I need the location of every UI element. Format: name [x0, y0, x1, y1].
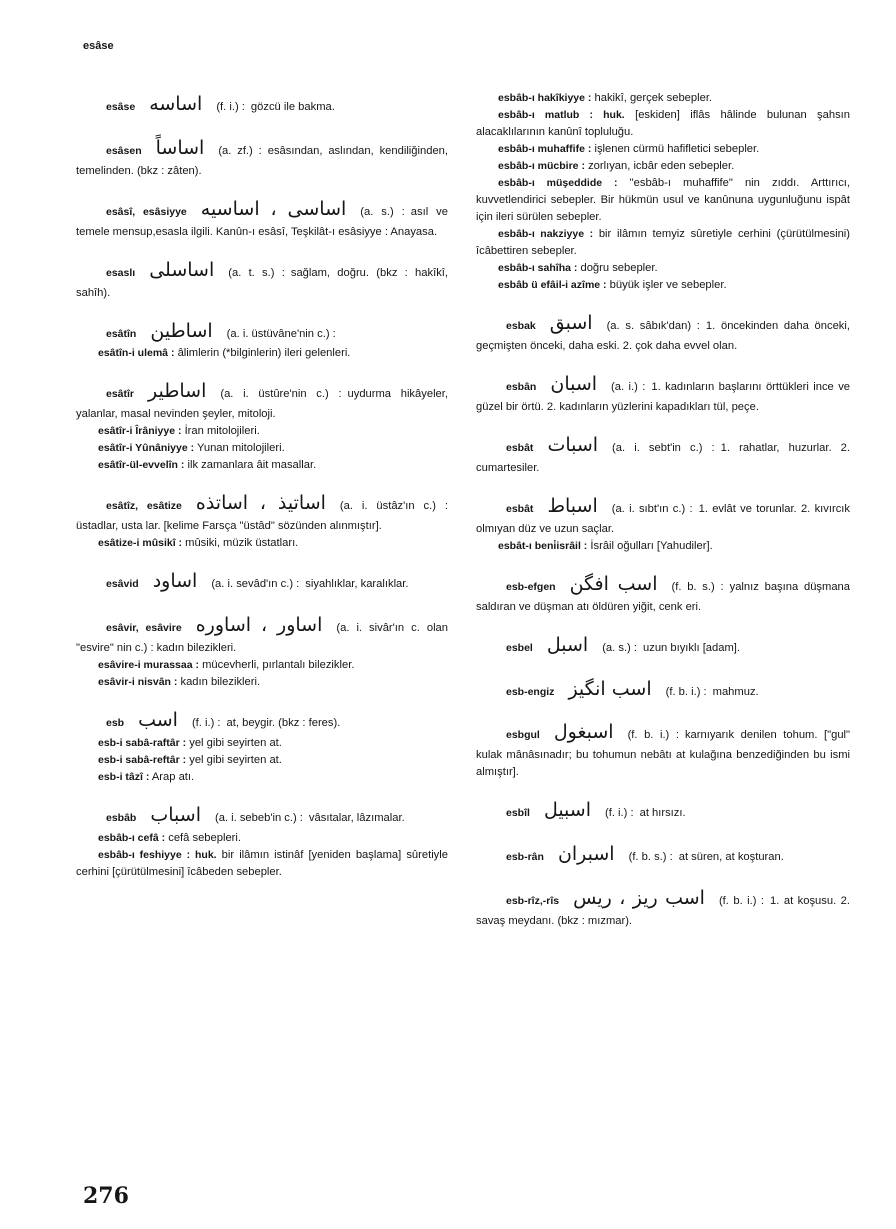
entry-arabic-script: اساسه: [149, 93, 203, 115]
sub-entry: [76, 457, 448, 474]
entry-definition: (a. i. üstâz'ın c.) : üstadlar, usta lar. [kelime Farsça "üstâd" sözünden alınmıştır].: [76, 500, 448, 533]
entry-headword: esâvid: [106, 578, 139, 591]
entry-headword: esbâb: [106, 812, 137, 824]
entry-definition: (a. i. sivâr'ın c. olan "esvire" nin c.) : kadın bilezikleri.: [76, 622, 448, 655]
entry-definition: asıl ve temele mensup,esasla ilgili. Kanûn-ı esâsî, Teşkilât-ı esâsiyye : Anayasa.: [76, 205, 448, 238]
sub-entry: [76, 657, 448, 674]
entry-definition: İran mitolojileri.: [184, 425, 260, 438]
dictionary-entry: [476, 431, 850, 477]
entry-grammar: (a. t. s.) :: [228, 266, 285, 279]
entry-grammar: (f. b. s.) :: [671, 580, 724, 593]
entry-definition: [eskiden] iflâs hâlinde bulunan şahsın alacaklılarının kanûnî topluluğu.: [476, 109, 851, 139]
entry-definition: mûsiki, müzik üstatları.: [185, 537, 299, 550]
entry-arabic-script: اسبان: [550, 373, 598, 396]
entry-definition: at hırsızı.: [639, 807, 686, 820]
entry-headword: esbât-ı beni̇isrâil :: [498, 539, 588, 552]
entry-headword: esâtîr-i Yûnâniyye :: [98, 442, 195, 455]
entry-headword: esbâb-ı sahîha :: [498, 262, 578, 275]
entry-arabic-script: اساساً: [155, 136, 205, 159]
entry-grammar: (f. i.) :: [216, 101, 245, 113]
entry-definition: ilk zamanlara âit masallar.: [187, 459, 317, 472]
entry-headword: esb-i sabâ-raftâr :: [98, 736, 187, 749]
dictionary-entry: [476, 840, 850, 869]
sub-entry: [76, 535, 448, 552]
sub-entry: [76, 752, 448, 769]
entry-headword: esâse: [106, 101, 136, 113]
dictionary-entry: [76, 317, 448, 346]
dictionary-entry: [76, 706, 448, 735]
entry-headword: esbâb-ı feshiyye : huk.: [98, 848, 217, 861]
entry-grammar: (f. i.) :: [605, 807, 634, 820]
entry-arabic-script: اسب: [138, 709, 178, 732]
entry-headword: esâtîn-i ulemâ :: [98, 347, 175, 360]
entry-definition: Arap atı.: [151, 770, 195, 783]
entry-grammar: (a. i. sebt'in c.) :: [612, 441, 715, 454]
entry-headword: esâtîr-ül-evvelîn :: [98, 459, 185, 472]
entry-definition: sağlam, doğru. (bkz : hakîkî, sahîh).: [76, 266, 449, 299]
entry-headword: esbel: [506, 641, 533, 654]
entry-headword: esbgul: [506, 729, 540, 742]
entry-definition: doğru sebepler.: [580, 262, 658, 275]
entry-definition: 1. kadınların başlarını örttükleri ince ve güzel bir örtü. 2. kadınların yüzlerini kapadıkları tül, peçe.: [476, 381, 851, 413]
left-column: [76, 90, 448, 881]
entry-definition: yel gibi seyirten at.: [189, 736, 282, 749]
entry-grammar: (a. i. sevâd'ın c.) :: [211, 578, 300, 591]
dictionary-entry: [476, 675, 850, 704]
entry-arabic-script: اسبران: [557, 843, 615, 866]
entry-headword: esb-rân: [506, 851, 544, 864]
entry-headword: esâsî, esâsiyye: [106, 205, 187, 218]
dictionary-entry: [476, 631, 850, 660]
entry-grammar: (a. s.) :: [360, 205, 405, 218]
entry-grammar: (a. zf.) :: [218, 144, 262, 157]
entry-grammar: (f. b. i.) :: [718, 895, 765, 908]
dictionary-entry: [476, 492, 850, 538]
sub-entry: [476, 175, 850, 226]
sub-entry: [476, 141, 850, 158]
entry-headword: esbât: [506, 441, 534, 454]
entry-definition: işlenen cürmü hafifletici sebepler.: [594, 143, 760, 156]
entry-arabic-script: اسبيل: [543, 799, 591, 822]
entry-grammar: (a. s.) :: [602, 641, 637, 654]
dictionary-entry: [476, 884, 850, 930]
entry-headword: esâvire-i murassaa :: [98, 659, 199, 672]
entry-headword: esâtîr: [106, 388, 135, 401]
sub-entry: [476, 107, 850, 141]
entry-headword: esaslı: [106, 266, 136, 279]
entry-headword: esb-efgen: [506, 580, 556, 593]
entry-definition: yalnız başına düşmana saldıran ve düşman atı öldüren yiğit, cenk eri.: [476, 580, 850, 613]
entry-headword: esbân: [506, 381, 537, 394]
entry-definition: at, beygir. (bkz : feres).: [226, 717, 341, 730]
entry-grammar: (f. i.) :: [191, 717, 221, 730]
sub-entry: [76, 769, 448, 786]
entry-arabic-script: اسباط: [547, 494, 598, 517]
entry-grammar: (a. i. üstûre'nin c.) :: [220, 388, 342, 401]
entry-grammar: (f. b. s.) :: [628, 851, 673, 864]
dictionary-entry: [476, 370, 850, 416]
dictionary-entry: [76, 195, 448, 241]
entry-definition: Yunan mitolojileri.: [197, 442, 285, 455]
entry-grammar: (f. b. i.) :: [627, 729, 679, 742]
sub-entry: [76, 847, 448, 881]
dictionary-entry: [476, 570, 850, 616]
entry-arabic-script: اساود: [152, 570, 198, 593]
entry-arabic-script: اسب انگيز: [568, 677, 652, 700]
entry-definition: 1. at koşusu. 2. savaş meydanı. (bkz : mızmar).: [476, 895, 850, 927]
entry-headword: esb-i tâzî :: [98, 770, 150, 783]
entry-definition: 1. öncekinden daha önceki, geçmişten önceki, daha eski. 2. çok daha evvel olan.: [476, 320, 850, 353]
entry-definition: cefâ sebepleri.: [168, 831, 241, 844]
dictionary-entry: [476, 309, 850, 355]
entry-definition: uzun bıyıklı [adam].: [643, 641, 741, 654]
entry-headword: esâsen: [106, 144, 142, 157]
sub-entry: [476, 226, 850, 260]
entry-arabic-script: اسب ريز ، ريس: [573, 887, 705, 910]
sub-entry: [76, 440, 448, 457]
entry-headword: esâtîr-i Îrâniyye :: [98, 425, 182, 438]
entry-definition: bir ilâmın istinâf [yeniden başlama] sûretiyle cerhini [çürütülmesini] îcâbeden sebepler.: [76, 848, 448, 878]
entry-definition: zorlıyan, icbâr eden sebepler.: [588, 160, 735, 173]
right-column: [476, 90, 850, 930]
entry-grammar: (a. i. sebeb'in c.) :: [214, 812, 303, 824]
dictionary-entry: [476, 718, 850, 781]
entry-arabic-script: اسبغول: [553, 721, 614, 744]
entry-arabic-script: اساور ، اساوره: [195, 614, 323, 637]
entry-definition: karnıyarık denilen tohum. ["gul" kulak mânâsınadır; bu tohumun nebâtı at kulağına benzediğinden bu ismi almıştır].: [476, 729, 851, 779]
entry-grammar: (a. s. sâbık'dan) :: [606, 320, 700, 333]
dictionary-entry: [76, 489, 448, 535]
entry-arabic-script: اساطين: [150, 319, 213, 342]
sub-entry: [76, 345, 448, 362]
entry-headword: esbâb-ı nakziyye :: [498, 228, 594, 241]
entry-definition: 1. evlât ve torunlar. 2. kıvırcık olmıyan düz ve uzun saçlar.: [476, 502, 851, 535]
entry-headword: esbîl: [506, 807, 530, 820]
dictionary-entry: [76, 567, 448, 596]
sub-entry: [476, 277, 850, 294]
entry-headword: esâvir-i nisvân :: [98, 676, 178, 689]
entry-definition: âlimlerin (*bilginlerin) ileri gelenleri.: [177, 347, 351, 360]
entry-definition: kadın bilezikleri.: [180, 676, 261, 689]
entry-arabic-script: اساتيذ ، اساتذه: [195, 492, 326, 515]
entry-definition: siyahlıklar, karalıklar.: [305, 578, 409, 591]
entry-headword: esb-i sabâ-reftâr :: [98, 753, 187, 766]
entry-definition: gözcü ile bakma.: [250, 101, 335, 113]
entry-definition: büyük işler ve sebepler.: [609, 279, 727, 292]
entry-headword: esbât: [506, 502, 534, 515]
sub-entry: [76, 423, 448, 440]
entry-headword: esbâb ü efâil-i azîme :: [498, 279, 607, 292]
entry-arabic-script: اسبق: [549, 312, 593, 335]
entry-grammar: (f. b. i.) :: [665, 685, 707, 698]
sub-entry: [476, 260, 850, 277]
entry-headword: esâtîz, esâtize: [106, 500, 182, 513]
entry-headword: esb-rîz,-rîs: [506, 895, 560, 908]
entry-arabic-script: اسباب: [150, 804, 201, 826]
sub-entry: [476, 538, 850, 555]
entry-headword: esbak: [506, 320, 536, 333]
dictionary-entry: [76, 90, 448, 119]
entry-definition: vâsıtalar, lâzımalar.: [308, 812, 405, 824]
entry-headword: esâtize-i mûsikî :: [98, 537, 183, 550]
entry-headword: esbâb-ı muhaffife :: [498, 143, 592, 156]
dictionary-entry: [76, 611, 448, 657]
entry-headword: esâtîn: [106, 327, 137, 340]
entry-arabic-script: اساسلى: [149, 258, 215, 281]
dictionary-entry: [76, 134, 448, 180]
sub-entry: [76, 830, 448, 847]
entry-definition: İsrâil oğulları [Yahudiler].: [590, 539, 713, 552]
entry-definition: uydurma hikâyeler, yalanlar, masal nevinden şeyler, mitoloji.: [76, 388, 448, 421]
dictionary-entry: [76, 801, 448, 830]
entry-headword: esb-engiz: [506, 685, 555, 698]
entry-definition: hakikî, gerçek sebepler.: [594, 92, 713, 104]
entry-definition: esâsından, aslından, kendiliğinden, temelinden. (bkz : zâten).: [76, 144, 448, 177]
entry-definition: yel gibi seyirten at.: [189, 753, 282, 766]
dictionary-entry: [76, 256, 448, 302]
sub-entry: [476, 90, 850, 107]
entry-headword: esbâb-ı cefâ :: [98, 831, 166, 844]
entry-definition: mücevherli, pırlantalı bilezikler.: [202, 659, 355, 672]
page-number: 276: [83, 1183, 129, 1209]
entry-headword: esbâb-ı mücbire :: [498, 160, 585, 173]
entry-arabic-script: اسبات: [547, 433, 599, 456]
entry-headword: esbâb-ı matlub : huk.: [498, 109, 625, 122]
sub-entry: [476, 158, 850, 175]
entry-arabic-script: اسب افگن: [569, 572, 658, 595]
entry-definition: 1. rahatlar, huzurlar. 2. cumartesiler.: [476, 441, 850, 474]
entry-definition: at süren, at koşturan.: [678, 851, 784, 864]
entry-definition: mahmuz.: [712, 685, 759, 698]
entry-arabic-script: اساطير: [148, 380, 207, 403]
entry-grammar: (a. i.) :: [611, 381, 646, 394]
entry-headword: esbâb-ı müşeddide :: [498, 177, 618, 190]
entry-grammar: (a. i. üstüvâne'nin c.) :: [226, 327, 336, 340]
entry-headword: esb: [106, 717, 125, 730]
sub-entry: [76, 674, 448, 691]
entry-definition: "esbâb-ı muhaffife" nin zıddı. Arttırıcı, kuvvetlendirici sebepler. Bir hükmün usul ve kanûnuna uygunluğunu ispât için ileri sürülen sebepler.: [476, 177, 851, 224]
entry-arabic-script: اسبل: [546, 633, 589, 656]
entry-grammar: (a. i. sıbt'ın c.) :: [611, 502, 693, 515]
dictionary-entry: [476, 796, 850, 825]
sub-entry: [76, 735, 448, 752]
entry-headword: esâvir, esâvire: [106, 622, 182, 635]
entry-arabic-script: اساسى ، اساسيه: [200, 197, 347, 220]
entry-headword: esbâb-ı hakîkiyye :: [498, 92, 592, 104]
running-header: esâse: [83, 40, 114, 52]
dictionary-entry: [76, 377, 448, 423]
entry-definition: bir ilâmın temyiz sûretiyle cerhini (çürütülmesini) îcâbettiren sebepler.: [476, 228, 850, 258]
